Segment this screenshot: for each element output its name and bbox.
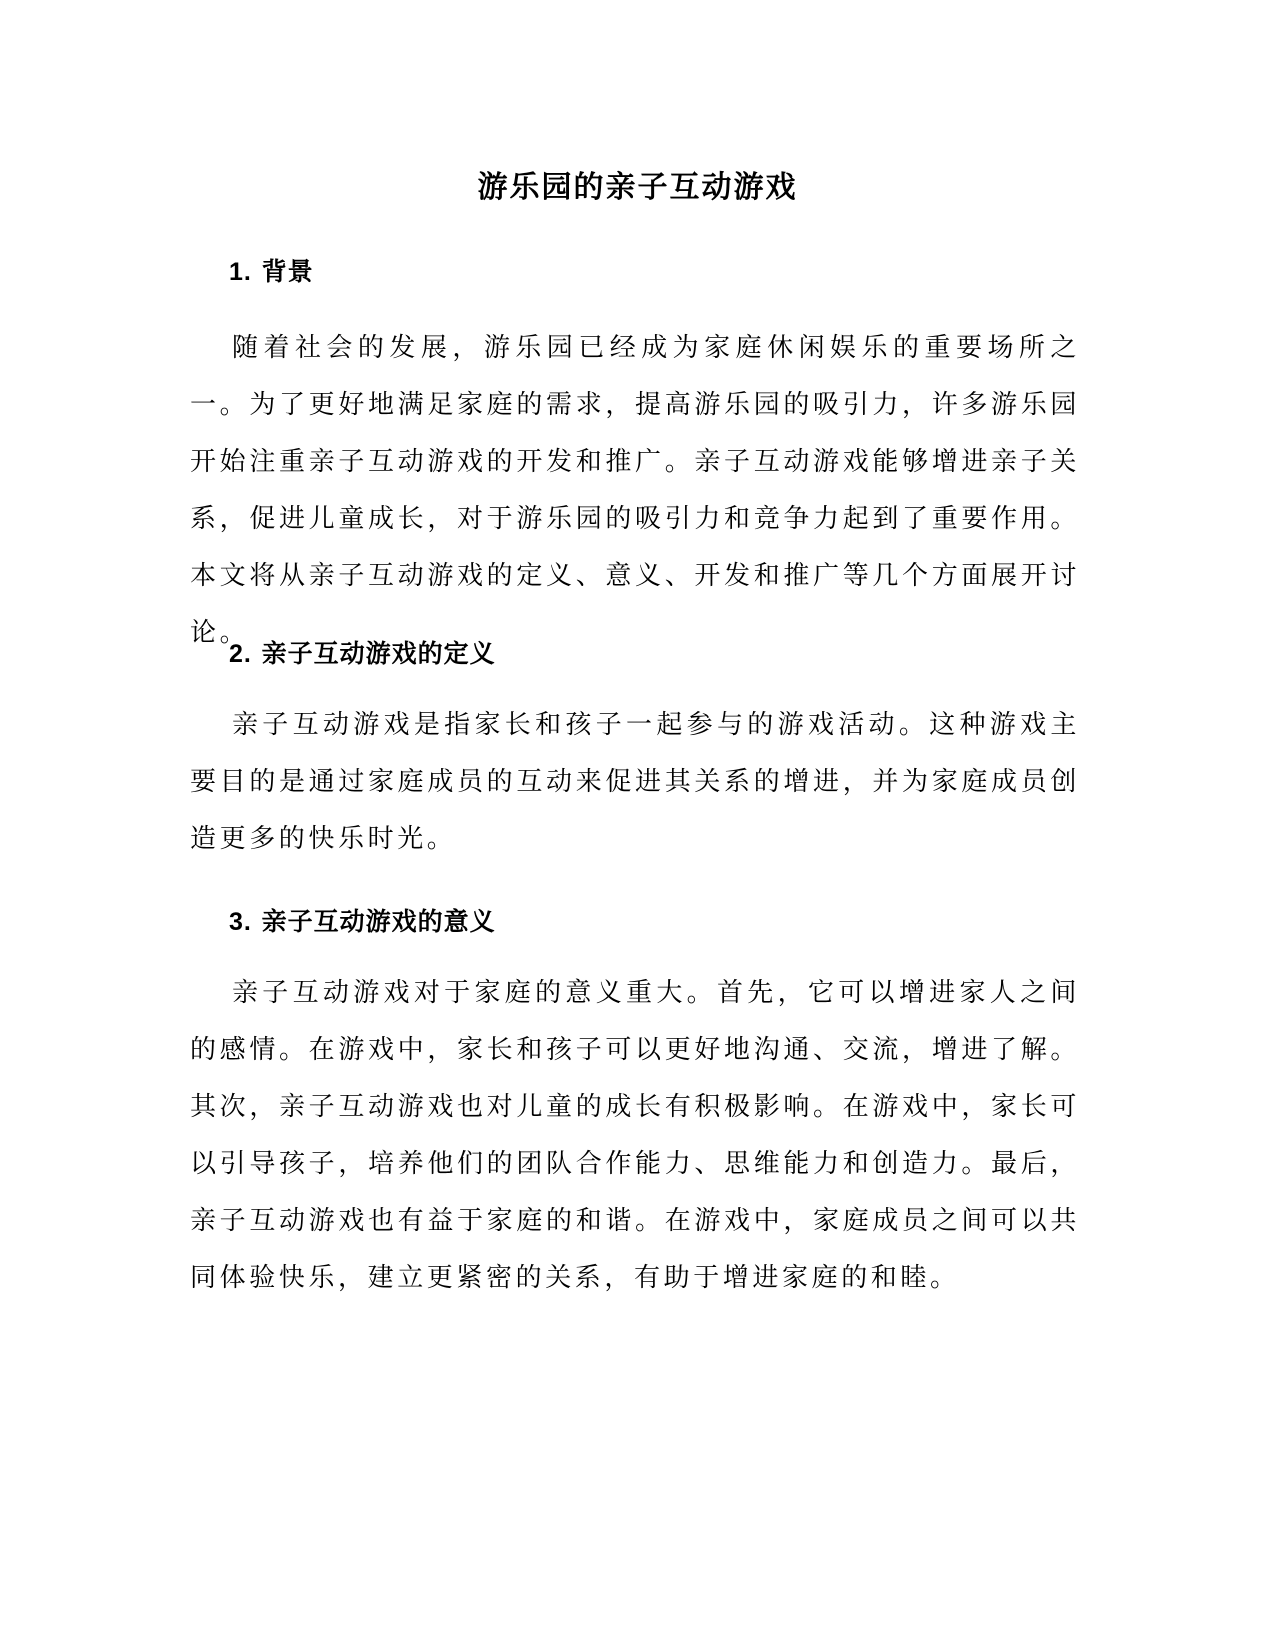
section-number: 3. — [229, 908, 252, 936]
section-heading-significance — [229, 902, 496, 938]
section-title: 背景 — [261, 257, 314, 286]
section-number: 2. — [229, 640, 252, 668]
section-paragraph-background: 随着社会的发展，游乐园已经成为家庭休闲娱乐的重要场所之一。为了更好地满足家庭的需求，提高游乐园的吸引力，许多游乐园开始注重亲子互动游戏的开发和推广。亲子互动游戏能够增进亲子关系，促进儿童成长，对于游乐园的吸引力和竞争力起到了重要作用。本文将从亲子互动游戏的定义、意义、开发和推广等几个方面展开讨论。 — [190, 333, 1080, 648]
section-heading-definition — [229, 634, 496, 670]
section-paragraph-significance: 亲子互动游戏对于家庭的意义重大。首先，它可以增进家人之间的感情。在游戏中，家长和孩子可以更好地沟通、交流，增进了解。其次，亲子互动游戏也对儿童的成长有积极影响。在游戏中，家长可以引导孩子，培养他们的团队合作能力、思维能力和创造力。最后，亲子互动游戏也有益于家庭的和谐。在游戏中，家庭成员之间可以共同体验快乐，建立更紧密的关系，有助于增进家庭的和睦。 — [190, 978, 1080, 1293]
section-number: 1. — [229, 258, 252, 286]
section-heading-background — [229, 252, 314, 288]
section-title: 亲子互动游戏的意义 — [261, 907, 496, 936]
document-title: 游乐园的亲子互动游戏 — [477, 170, 798, 205]
section-paragraph-definition: 亲子互动游戏是指家长和孩子一起参与的游戏活动。这种游戏主要目的是通过家庭成员的互动来促进其关系的增进，并为家庭成员创造更多的快乐时光。 — [190, 710, 1080, 854]
section-title: 亲子互动游戏的定义 — [261, 639, 496, 668]
